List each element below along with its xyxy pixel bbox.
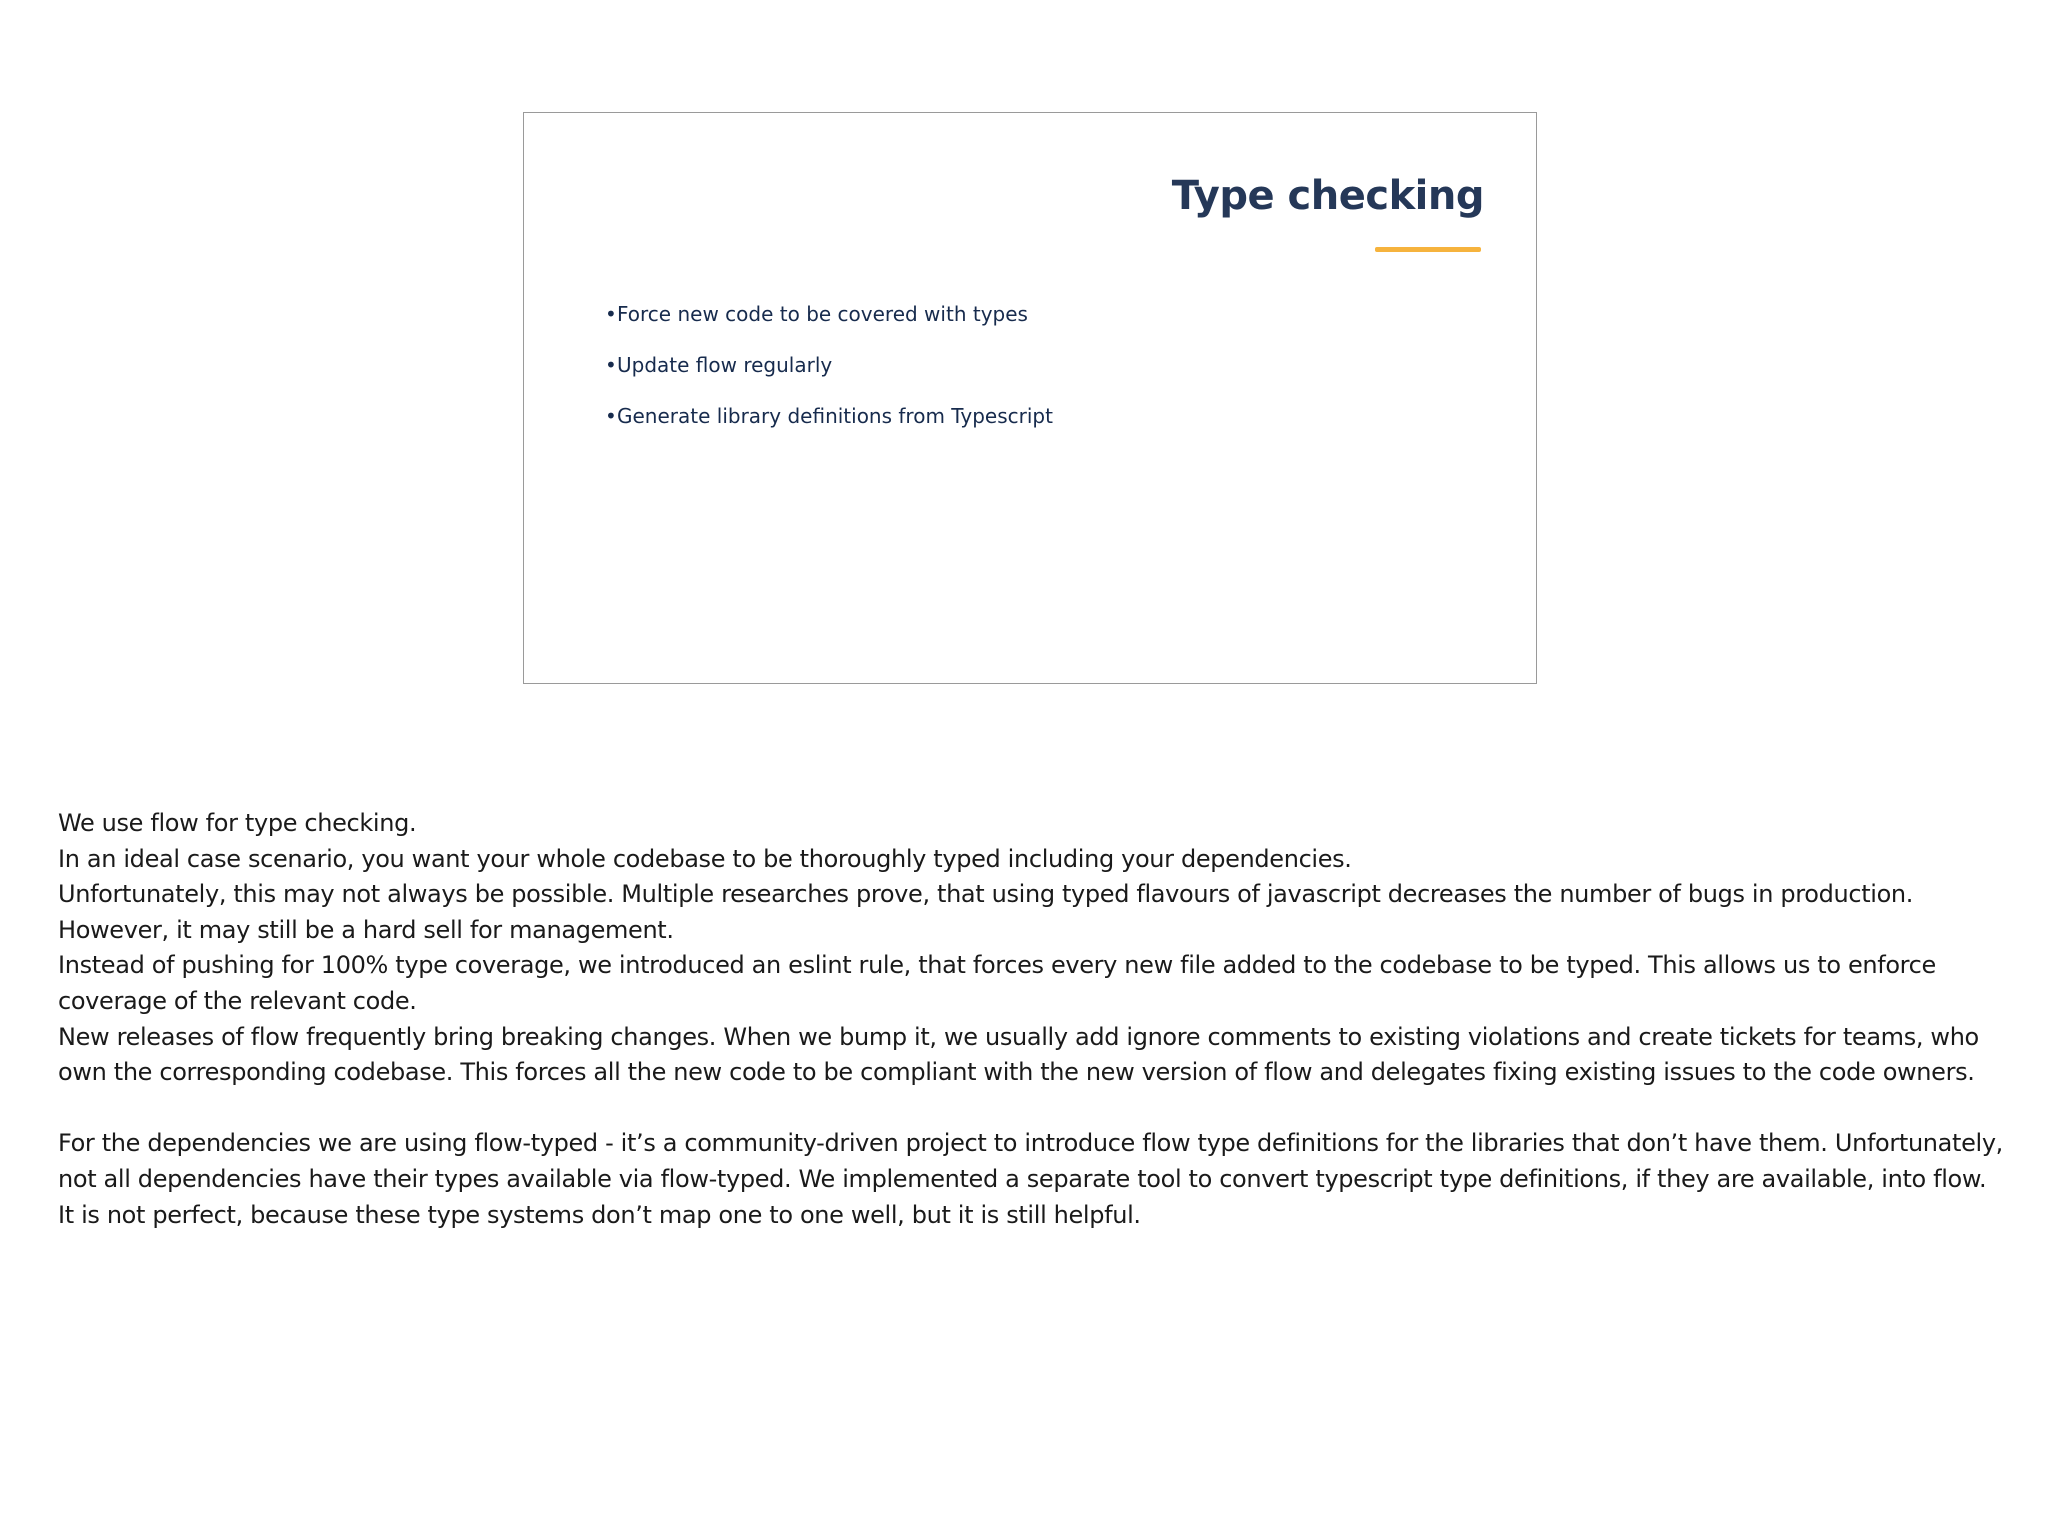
notes-paragraph: Instead of pushing for 100% type coverage, we introduced an eslint rule, that forces every new file added to the codebase to be typed. This allows us to enforce coverage of the relevant code.: [58, 951, 1936, 1015]
notes-paragraph: Unfortunately, this may not always be possible. Multiple researches prove, that using typed flavours of javascript decreases the number of bugs in production. However, it may still be a hard sell for management.: [58, 880, 1914, 944]
paragraph-gap: [58, 1091, 2008, 1127]
notes-paragraph: In an ideal case scenario, you want your whole codebase to be thoroughly typed including your dependencies.: [58, 844, 1352, 873]
notes-paragraph: We use flow for type checking.: [58, 809, 417, 837]
slide-title: Type checking: [1171, 173, 1484, 219]
notes-paragraph: New releases of flow frequently bring breaking changes. When we bump it, we usually add ignore comments to existing violations and create tickets for teams, who own the corresponding codebase. This forces all the new code to be compliant with the new version of flow and delegates fixing existing issues to the code owners.: [58, 1022, 1979, 1087]
bullet-dot-icon: •: [605, 404, 617, 428]
bullet-dot-icon: •: [605, 353, 617, 377]
bullet-item: [605, 352, 1053, 378]
bullet-item: [605, 301, 1053, 327]
bullet-list: [605, 301, 1053, 454]
bullet-text: Generate library definitions from Typescript: [617, 404, 1053, 428]
title-underline: [1375, 247, 1481, 252]
slide-preview: [523, 112, 1537, 684]
speaker-notes: [58, 806, 2008, 1233]
bullet-text: Update flow regularly: [617, 353, 833, 377]
bullet-text: Force new code to be covered with types: [617, 302, 1028, 326]
bullet-item: [605, 403, 1053, 429]
bullet-dot-icon: •: [605, 302, 617, 326]
notes-paragraph: For the dependencies we are using flow-typed - it’s a community-driven project to introduce flow type definitions for the libraries that don’t have them. Unfortunately, not all dependencies have their types available via flow-typed. We implemented a separate tool to convert typescript type definitions, if they are available, into flow. It is not perfect, because these type systems don’t map one to one well, but it is still helpful.: [58, 1129, 2003, 1229]
